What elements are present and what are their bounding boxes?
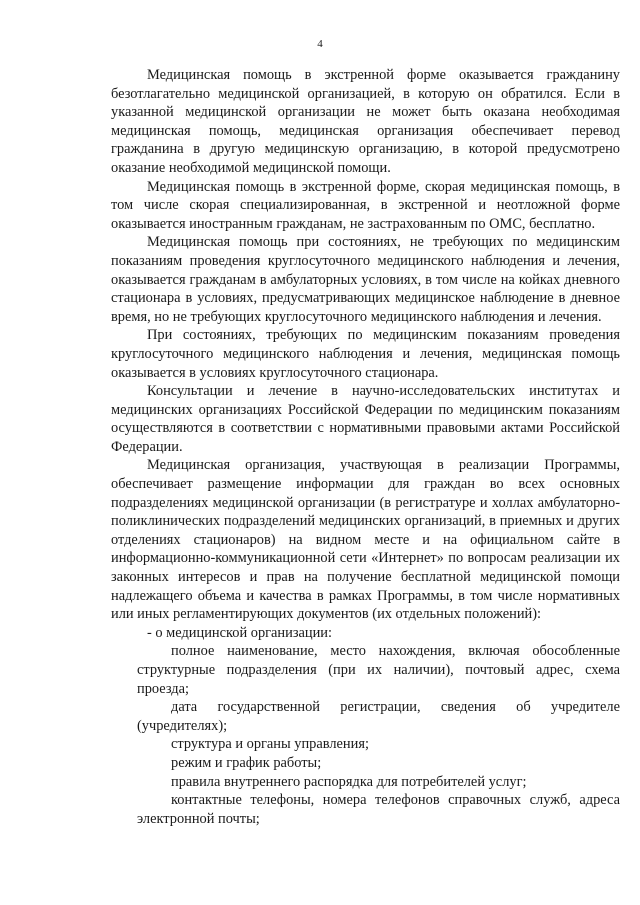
body-text	[111, 66, 620, 828]
list-lead: - о медицинской организации:	[147, 624, 333, 641]
paragraph-emergency-care: Медицинская помощь в экстренной форме оказывается гражданину безотлагательно медицинской организацией, в которую он обратился. Если в указанной медицинской организации не может быть оказана необходимая медицинская помощь, медицинская организация обеспечивает перевод гражданина в другую медицинскую организацию, в которой предусмотрено оказание необходимой медицинской помощи.	[111, 67, 620, 176]
list-item: структура и органы управления;	[171, 736, 369, 753]
list-item: контактные телефоны, номера телефонов справочных служб, адреса электронной почты;	[137, 792, 620, 827]
organization-info-list	[111, 624, 620, 829]
list-item: правила внутреннего распорядка для потребителей услуг;	[171, 773, 527, 790]
page-number: 4	[317, 38, 323, 50]
paragraph-inpatient-care: При состояниях, требующих по медицинским показаниям проведения круглосуточного медицинского наблюдения и лечения, медицинская помощь оказывается в условиях круглосуточного стационара.	[111, 327, 620, 381]
list-item: полное наименование, место нахождения, включая обособленные структурные подразделения (при их наличии), почтовый адрес, схема проезда;	[137, 643, 620, 697]
paragraph-outpatient-care: Медицинская помощь при состояниях, не требующих по медицинским показаниям проведения круглосуточного медицинского наблюдения и лечения, оказывается гражданам в амбулаторных условиях, в том числе на койках дневного стационара в условиях, предусматривающих медицинское наблюдение в дневное время, но не требующих круглосуточного медицинского наблюдения и лечения.	[111, 234, 620, 325]
paragraph-foreign-citizens: Медицинская помощь в экстренной форме, скорая медицинская помощь, в том числе скорая специализированная, в экстренной и неотложной форме оказывается иностранным гражданам, не застрахованным по ОМС, бесплатно.	[111, 178, 620, 232]
paragraph-consultations: Консультации и лечение в научно-исследовательских институтах и медицинских организациях Российской Федерации по медицинским показаниям осуществляются в соответствии с нормативными правовыми актами Российской Федерации.	[111, 383, 620, 455]
paragraph-information-placement: Медицинская организация, участвующая в реализации Программы, обеспечивает размещение информации для граждан во всех основных подразделениях медицинской организации (в регистратуре и холлах амбулаторно-поликлинических подразделений медицинских организаций, в приемных и других отделениях стационаров) на видном месте и на официальном сайте в информационно-коммуникационной сети «Интернет» по вопросам реализации их законных интересов и прав на получение бесплатной медицинской помощи надлежащего объема и качества в рамках Программы, в том числе нормативных или иных регламентирующих документов (их отдельных положений):	[111, 457, 620, 623]
list-item: дата государственной регистрации, сведения об учредителе (учредителях);	[137, 699, 620, 734]
list-item: режим и график работы;	[171, 754, 322, 771]
